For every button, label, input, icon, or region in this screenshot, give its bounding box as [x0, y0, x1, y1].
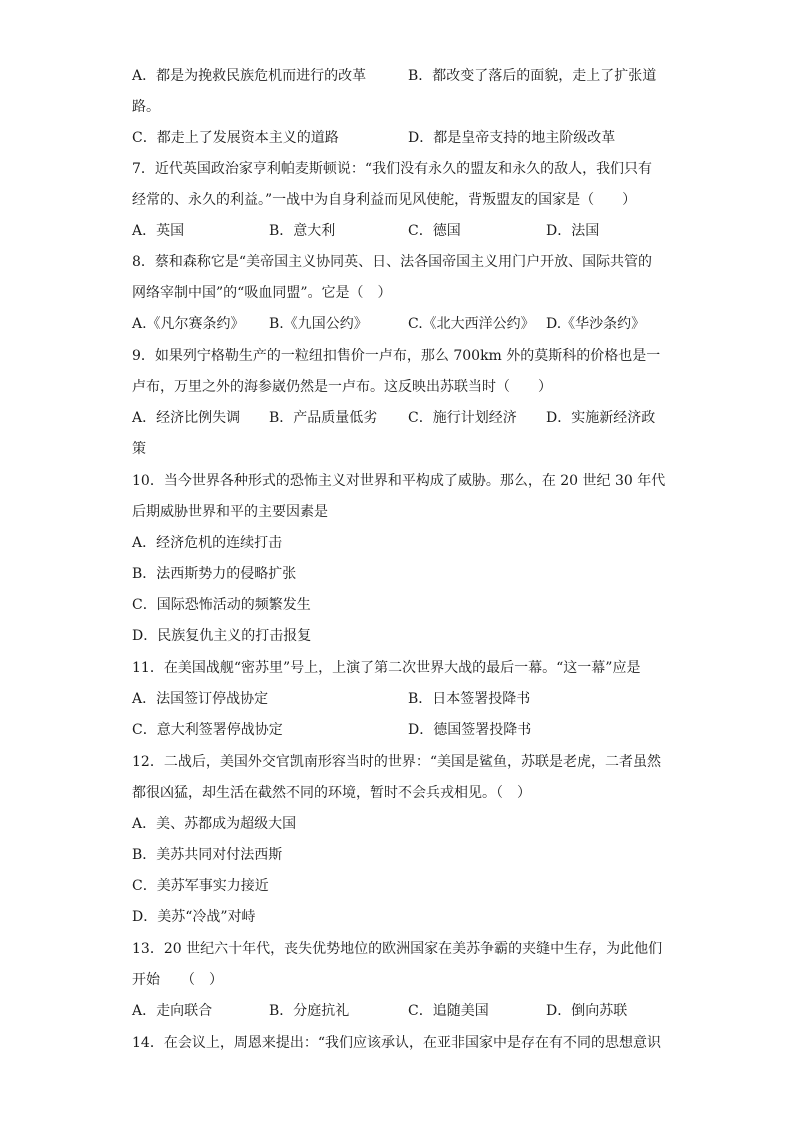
q12-option-d[interactable]: D．美苏“冷战”对峙	[132, 909, 256, 925]
q9-stem: 9．如果列宁格勒生产的一粒纽扣售价一卢布，那么 700km 外的莫斯科的价格也是一	[132, 348, 661, 364]
q8-stem-cont: 网络宰制中国”的“吸血同盟”。它是（ ）	[132, 285, 392, 301]
q6-options-cd	[132, 127, 662, 149]
q8-option-b[interactable]: B.《九国公约》	[269, 316, 368, 332]
q6-option-d[interactable]: D．都是皇帝支持的地主阶级改革	[408, 130, 616, 146]
q11-stem: 11．在美国战舰“密苏里”号上，上演了第二次世界大战的最后一幕。“这一幕”应是	[132, 660, 641, 676]
q11-option-d[interactable]: D．德国签署投降书	[408, 722, 532, 738]
q10-option-d[interactable]: D．民族复仇主义的打击报复	[132, 628, 312, 644]
q9-option-a[interactable]: A．经济比例失调	[132, 410, 241, 426]
q13-option-c[interactable]: C．追随美国	[408, 1003, 489, 1019]
q12-option-a[interactable]: A．美、苏都成为超级大国	[132, 816, 297, 832]
q10-option-c[interactable]: C．国际恐怖活动的频繁发生	[132, 597, 311, 613]
q7-option-c[interactable]: C．德国	[408, 223, 461, 239]
q8-option-a[interactable]: A.《凡尔赛条约》	[132, 316, 245, 332]
q7-option-b[interactable]: B．意大利	[269, 223, 336, 239]
q6-option-b-wrap: 路。	[132, 99, 160, 115]
q6-option-a[interactable]: A．都是为挽救民族危机而进行的改革	[132, 68, 367, 84]
q9-option-b[interactable]: B．产品质量低劣	[269, 410, 378, 426]
q7-stem: 7．近代英国政治家亨利帕麦斯顿说：“我们没有永久的盟友和永久的敌人，我们只有	[132, 161, 653, 177]
q13-stem: 13．20 世纪六十年代，丧失优势地位的欧洲国家在美苏争霸的夹缝中生存，为此他们	[132, 941, 663, 957]
q10-option-b[interactable]: B．法西斯势力的侵略扩张	[132, 566, 297, 582]
q6-option-b[interactable]: B．都改变了落后的面貌，走上了扩张道	[408, 68, 657, 84]
q7-options	[132, 220, 662, 242]
q13-stem-cont: 开始 （ ）	[132, 972, 223, 988]
q10-stem-cont: 后期威胁世界和平的主要因素是	[132, 504, 328, 520]
q7-option-d[interactable]: D．法国	[546, 223, 600, 239]
q8-options	[132, 313, 662, 335]
q11-option-a[interactable]: A．法国签订停战协定	[132, 691, 269, 707]
q6-option-c[interactable]: C．都走上了发展资本主义的道路	[132, 130, 339, 146]
q7-option-a[interactable]: A．英国	[132, 223, 185, 239]
q13-option-d[interactable]: D．倒向苏联	[546, 1003, 628, 1019]
q12-option-c[interactable]: C．美苏军事实力接近	[132, 878, 269, 894]
q6-options-ab	[132, 65, 662, 87]
q11-option-c[interactable]: C．意大利签署停战协定	[132, 722, 283, 738]
q12-stem-cont: 都很凶猛，却生活在截然不同的环境，暂时不会兵戎相见。（ ）	[132, 785, 531, 801]
q9-option-d-wrap: 策	[132, 441, 146, 457]
q8-stem: 8．蔡和森称它是“美帝国主义协同英、日、法各国帝国主义用门户开放、国际共管的	[132, 254, 653, 270]
q9-option-d[interactable]: D．实施新经济政	[546, 410, 656, 426]
q11-options-ab	[132, 688, 662, 710]
q13-option-a[interactable]: A．走向联合	[132, 1003, 213, 1019]
q12-stem: 12．二战后，美国外交官凯南形容当时的世界：“美国是鲨鱼，苏联是老虎，二者虽然	[132, 754, 661, 770]
q8-option-c[interactable]: C.《北大西洋公约》	[408, 316, 535, 332]
q9-stem-cont: 卢布，万里之外的海参崴仍然是一卢布。这反映出苏联当时（ ）	[132, 379, 552, 395]
q13-option-b[interactable]: B．分庭抗礼	[269, 1003, 350, 1019]
q9-option-c[interactable]: C．施行计划经济	[408, 410, 517, 426]
q11-options-cd	[132, 719, 662, 741]
q10-option-a[interactable]: A．经济危机的连续打击	[132, 535, 283, 551]
q14-stem: 14．在会议上，周恩来提出：“我们应该承认，在亚非国家中是存在有不同的思想意识	[132, 1035, 661, 1051]
q12-option-b[interactable]: B．美苏共同对付法西斯	[132, 847, 283, 863]
q11-option-b[interactable]: B．日本签署投降书	[408, 691, 531, 707]
q13-options	[132, 1000, 662, 1022]
q7-stem-cont: 经常的、永久的利益。”一战中为自身利益而见风使舵，背叛盟友的国家是（ ）	[132, 192, 637, 208]
q9-options	[132, 407, 662, 429]
q8-option-d[interactable]: D.《华沙条约》	[546, 316, 646, 332]
q10-stem: 10．当今世界各种形式的恐怖主义对世界和平构成了威胁。那么，在 20 世纪 30 年代	[132, 473, 666, 489]
